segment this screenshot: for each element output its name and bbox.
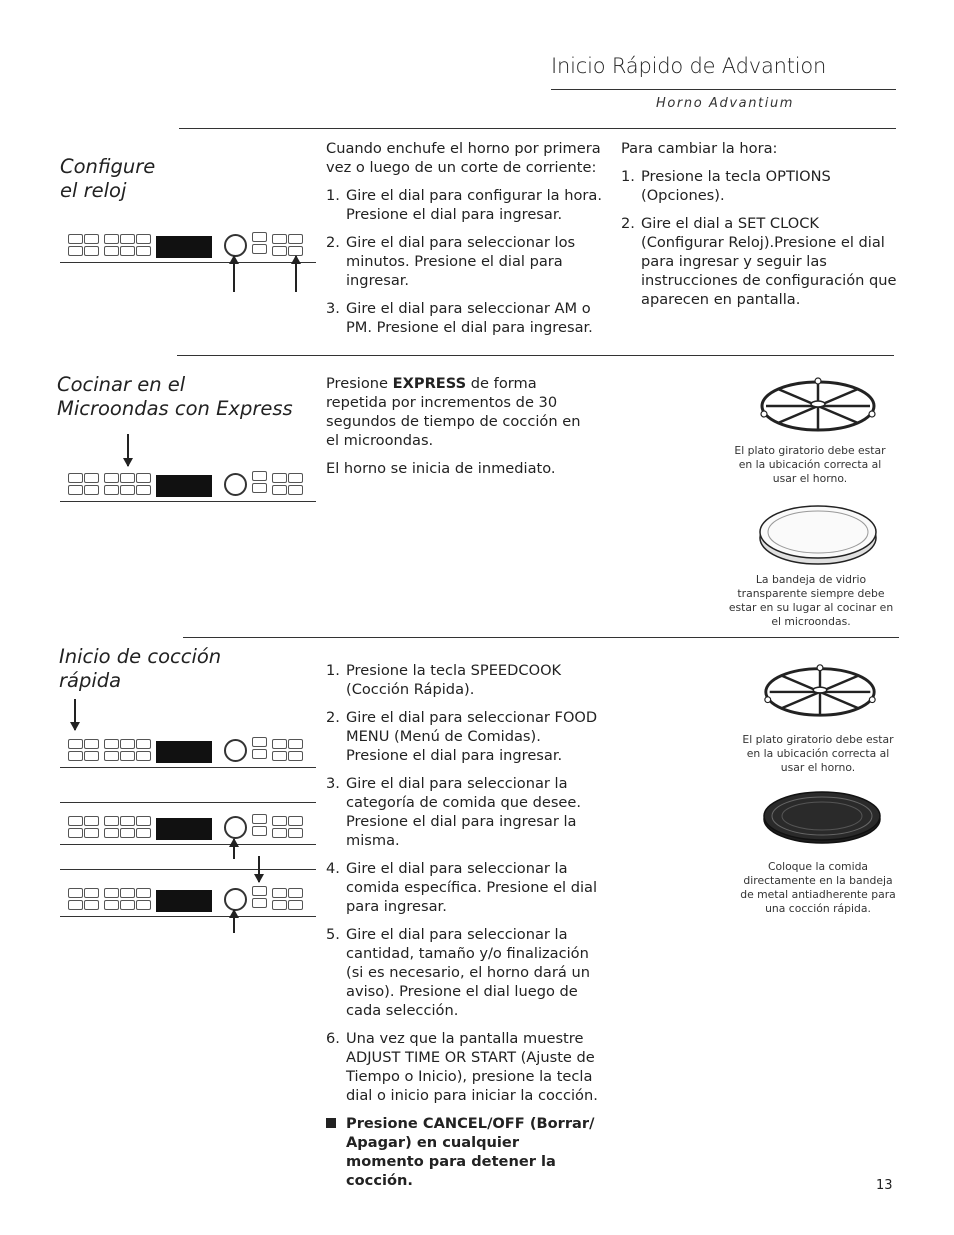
control-panel-illustration: [60, 880, 316, 920]
metal-tray-icon: [761, 789, 883, 845]
metal-tray-caption: Coloque la comida directamente en la bandeja de metal antiadherente para una cocción rápida.: [740, 860, 896, 915]
speedcook-instructions: [326, 661, 598, 1199]
section-title-express: Cocinar en el Microondas con Express: [57, 373, 293, 420]
turntable-caption: El plato giratorio debe estar en la ubicación correcta al usar el horno.: [734, 444, 886, 485]
control-panel-illustration: [60, 465, 316, 505]
list-item: 2. Gire el dial para seleccionar FOOD MENU (Menú de Comidas). Presione el dial para ingresar.: [326, 709, 598, 764]
arrow-up-icon: [233, 910, 235, 933]
page-header-subtitle: Horno Advantium: [656, 96, 795, 111]
arrow-down-icon: [74, 699, 76, 730]
square-bullet-icon: [326, 1118, 336, 1128]
warning-note: Presione CANCEL/OFF (Borrar/ Apagar) en cualquier momento para detener la cocción.: [326, 1114, 598, 1190]
glass-tray-icon: [756, 502, 880, 566]
express-instructions: Presione EXPRESS de forma repetida por incrementos de 30 segundos de tiempo de cocción en el microondas. El horno se inicia de inmediato.: [326, 375, 581, 477]
section-title-speedcook: Inicio de cocción rápida: [59, 645, 222, 692]
control-panel-illustration: [60, 808, 316, 848]
control-panel-illustration: [60, 226, 316, 266]
change-clock-steps-list: [621, 167, 899, 309]
list-item: 2. Gire el dial a SET CLOCK (Configurar Reloj).Presione el dial para ingresar y seguir las instrucciones de configuración que aparecen en pantalla.: [621, 215, 897, 308]
list-item: 1. Presione la tecla SPEEDCOOK (Cocción Rápida).: [326, 662, 562, 698]
list-item: 3. Gire el dial para seleccionar AM o PM. Presione el dial para ingresar.: [326, 300, 593, 336]
dial-icon: [224, 473, 247, 496]
list-item: 6. Una vez que la pantalla muestre ADJUST TIME OR START (Ajuste de Tiempo o Inicio), presione la tecla dial o inicio para iniciar la cocción.: [326, 1030, 598, 1104]
turntable-rack-icon: [760, 660, 880, 720]
turntable-caption: El plato giratorio debe estar en la ubicación correcta al usar el horno.: [742, 733, 894, 774]
section-divider: [183, 637, 899, 638]
list-item: 2. Gire el dial para seleccionar los minutos. Presione el dial para ingresar.: [326, 234, 576, 289]
panel-divider: [60, 869, 316, 870]
arrow-down-icon: [258, 856, 260, 882]
glass-tray-caption: La bandeja de vidrio transparente siempre debe estar en su lugar al cocinar en el microondas.: [728, 573, 894, 628]
change-clock-instructions: Para cambiar la hora: 1. Presione la tecla OPTIONS (Opciones). 2. Gire el dial a SET CLOCK (Configurar Reloj).Presione el dial para ingresar y seguir las instrucciones de configuración que aparecen en pantalla.: [621, 139, 899, 318]
section-divider: [177, 355, 894, 356]
speedcook-steps-list: [326, 661, 598, 1190]
clock-instructions: Cuando enchufe el horno por primera vez o luego de un corte de corriente: 1. Gire el dial para configurar la hora. Presione el dial para ingresar. 2. Gire el dial para seleccionar los minutos. Presione el dial para ingresar. 3. Gire el dial para seleccionar AM o PM. Presione el dial para ingresar.: [326, 139, 608, 346]
control-panel-illustration: [60, 731, 316, 771]
panel-divider: [60, 802, 316, 803]
dial-icon: [224, 739, 247, 762]
section-divider: [179, 128, 896, 129]
dial-icon: [224, 234, 247, 257]
clock-steps-list: [326, 186, 608, 337]
list-item: 3. Gire el dial para seleccionar la categoría de comida que desee. Presione el dial para ingresar la misma.: [326, 775, 582, 849]
section-title-clock: Configure el reloj: [60, 155, 156, 202]
page-header-title: Inicio Rápido de Advantion: [551, 54, 827, 78]
arrow-down-icon: [127, 434, 129, 466]
arrow-up-icon: [233, 839, 235, 859]
dial-icon: [224, 816, 247, 839]
arrow-up-icon: [295, 256, 297, 292]
page-number: 13: [876, 1178, 893, 1193]
list-item: 5. Gire el dial para seleccionar la cantidad, tamaño y/o finalización (si es necesario, el horno dará un aviso). Presione el dial luego de cada selección.: [326, 926, 590, 1019]
turntable-rack-icon: [756, 373, 880, 435]
list-item: 4. Gire el dial para seleccionar la comida específica. Presione el dial para ingresar.: [326, 860, 598, 915]
list-item: 1. Gire el dial para configurar la hora. Presione el dial para ingresar.: [326, 187, 602, 223]
dial-icon: [224, 888, 247, 911]
arrow-up-icon: [233, 256, 235, 292]
header-rule: [551, 89, 896, 90]
list-item: 1. Presione la tecla OPTIONS (Opciones).: [621, 168, 831, 204]
